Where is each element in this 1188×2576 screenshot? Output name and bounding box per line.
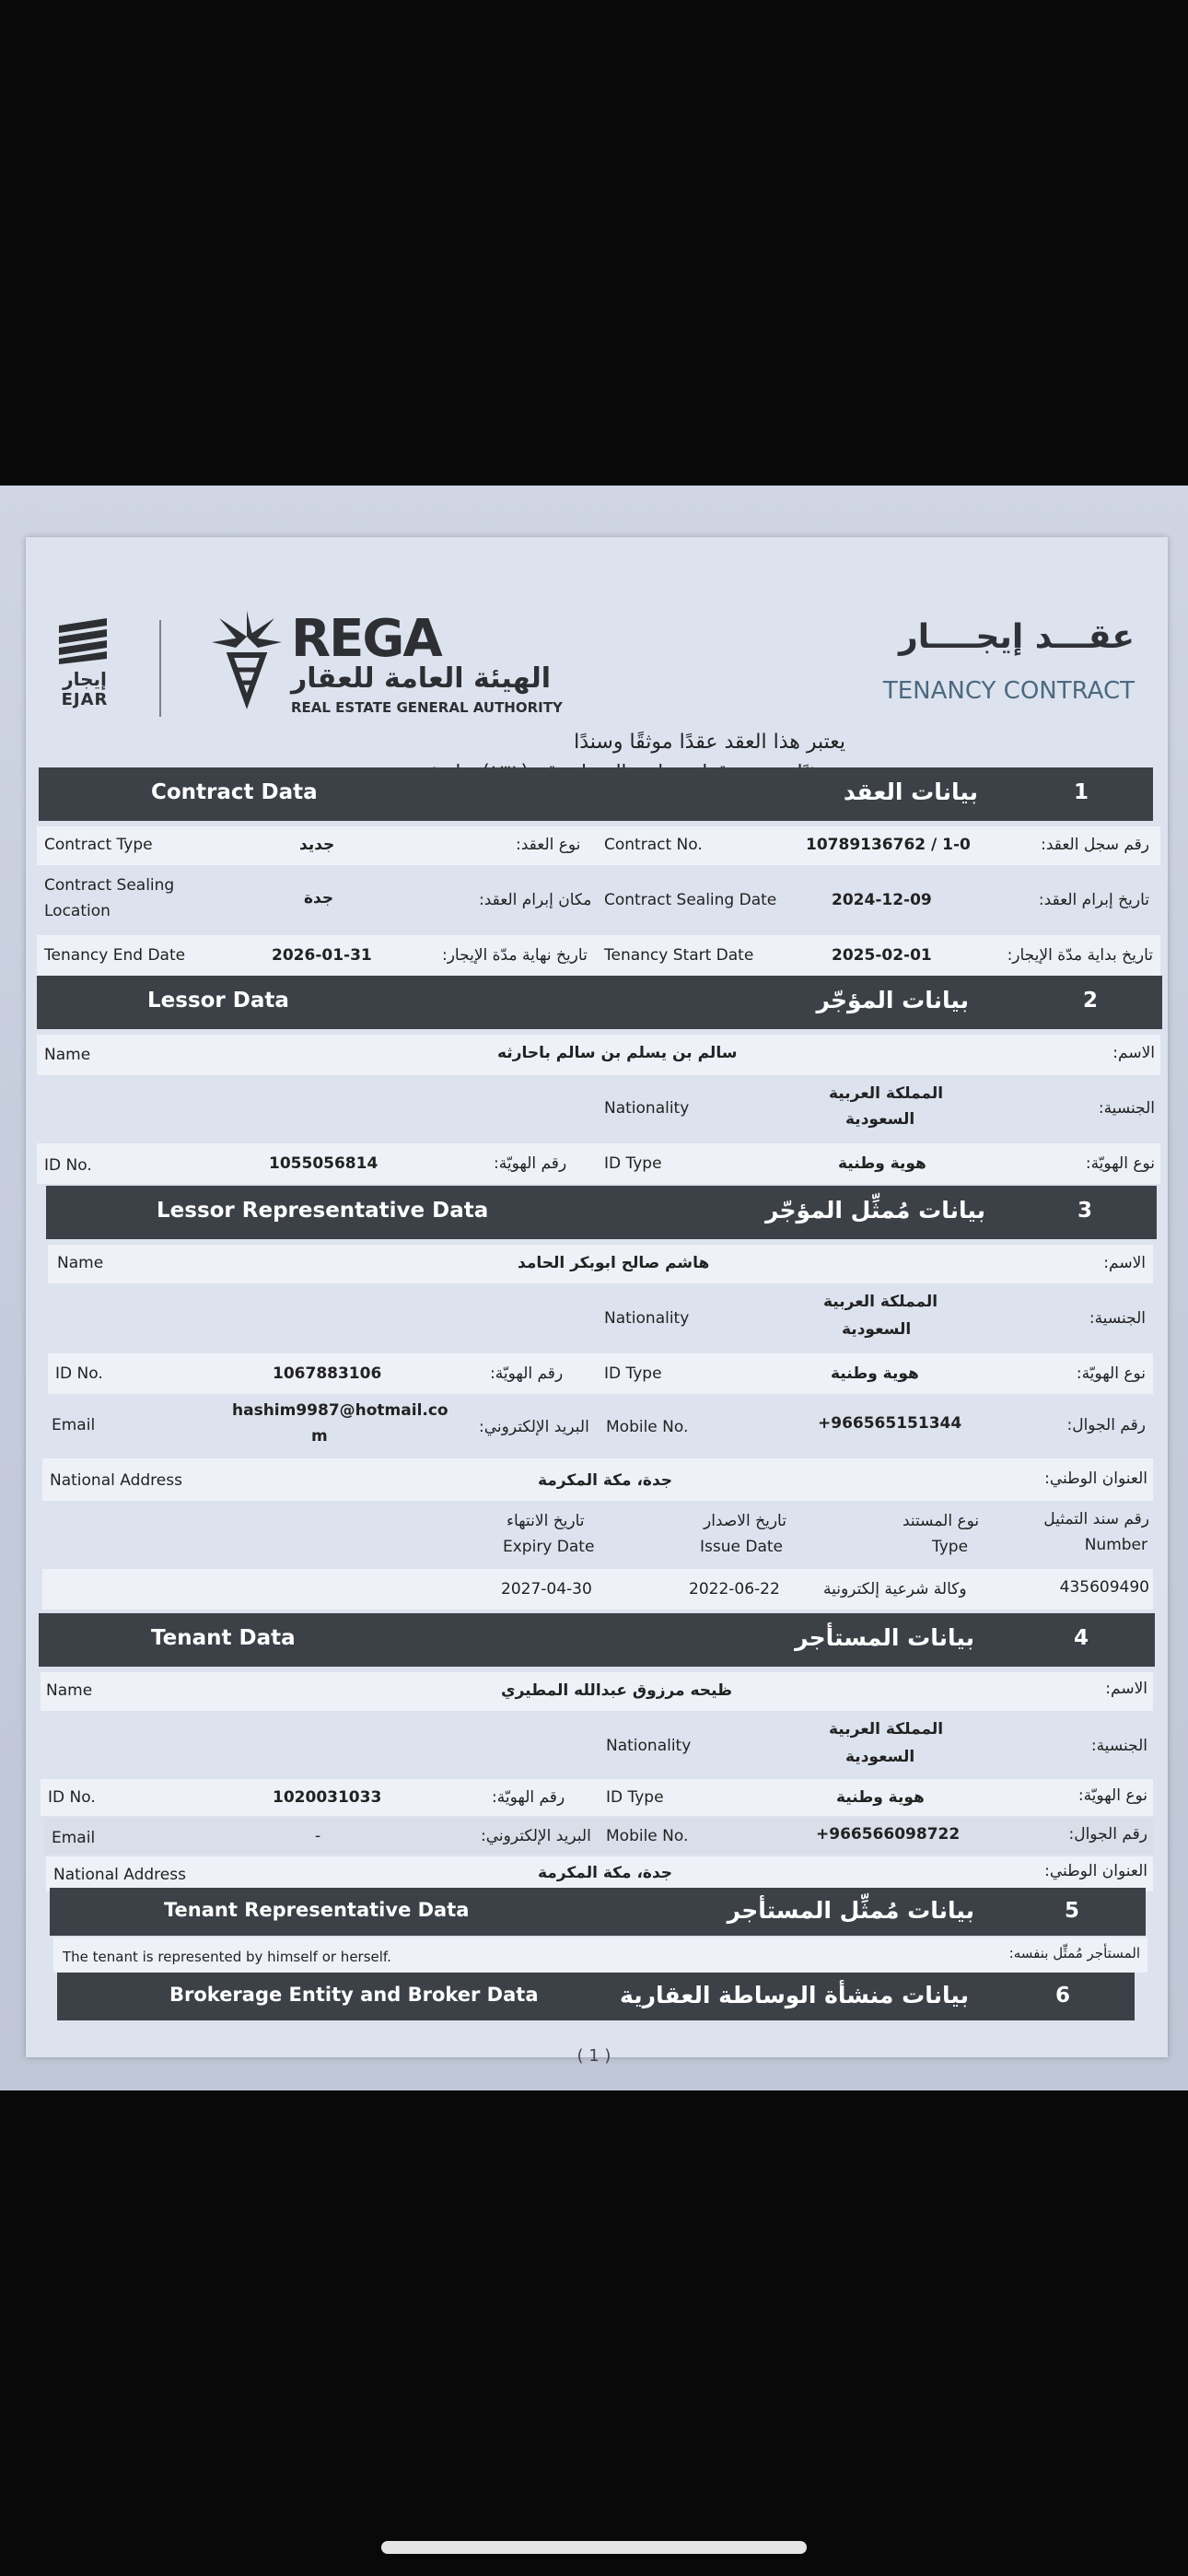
rep-address-value: جدة، مكة المكرمة [538, 1471, 673, 1490]
rep-nationality-label: Nationality [604, 1309, 690, 1328]
lessor-id-row [37, 1143, 1160, 1184]
ejar-logo [55, 618, 120, 709]
end-date-value: 2026-01-31 [272, 946, 372, 965]
section-5-title-en: Tenant Representative Data [164, 1899, 470, 1921]
ejar-en-label: EJAR [61, 690, 109, 709]
tenant-email-label-ar: البريد الإلكتروني: [481, 1827, 591, 1845]
lessor-id-type-label: ID Type [604, 1154, 662, 1173]
rega-arabic-name: الهيئة العامة للعقار [291, 662, 552, 695]
sealing-location-label-1: Contract Sealing [44, 876, 175, 895]
rep-name-row [48, 1245, 1153, 1283]
expiry-date-label: Expiry Date [503, 1538, 595, 1556]
section-5-title-ar: بيانات مُمثِّل المستأجر [727, 1897, 974, 1924]
rep-name-label: Name [57, 1254, 104, 1272]
intro-line-1: يعتبر هذا العقد عقدًا موثقًا وسندًا [574, 731, 845, 754]
section-3-number: 3 [1077, 1199, 1092, 1223]
section-5-number: 5 [1064, 1899, 1079, 1923]
tenant-name-label-ar: الاسم: [1105, 1680, 1147, 1698]
rega-wordmark: REGA [291, 609, 441, 669]
rep-mobile-label: Mobile No. [606, 1418, 689, 1436]
tenant-rep-note-row [53, 1938, 1147, 1973]
tenant-id-value: 1020031033 [273, 1788, 382, 1807]
doc-type-label: Type [932, 1538, 969, 1556]
tenant-id-type-label-ar: نوع الهويّة: [1077, 1786, 1147, 1805]
rega-logo [210, 609, 597, 720]
section-2-title-ar: بيانات المؤجّر [816, 987, 969, 1013]
rep-id-label-ar: رقم الهويّة: [490, 1364, 564, 1383]
tenant-nationality-row [41, 1713, 1153, 1777]
rep-nationality-value-2: السعودية [842, 1320, 912, 1339]
lessor-name-row [37, 1035, 1160, 1075]
rep-nationality-label-ar: الجنسية: [1089, 1309, 1146, 1328]
start-date-label: Tenancy Start Date [604, 946, 754, 965]
tenant-mobile-label: Mobile No. [606, 1827, 689, 1845]
tenant-id-label: ID No. [48, 1788, 96, 1807]
contract-title-ar: عقـــد إيجــــار [898, 618, 1135, 656]
home-indicator[interactable] [381, 2541, 807, 2554]
tenant-rep-note-en: The tenant is represented by himself or herself. [63, 1949, 391, 1965]
expiry-date-value: 2027-04-30 [501, 1580, 592, 1598]
sealing-location-label-2: Location [44, 902, 111, 920]
lessor-id-label-ar: رقم الهويّة: [494, 1154, 567, 1173]
issue-date-label: Issue Date [700, 1538, 783, 1556]
rep-address-label-ar: العنوان الوطني: [1044, 1469, 1147, 1488]
lessor-nationality-value-2: السعودية [845, 1110, 915, 1129]
ejar-ar-label: إيجار [63, 668, 107, 690]
contract-no-label-ar: رقم سجل العقد: [1041, 836, 1149, 854]
tenant-nationality-value-1: المملكة العربية [829, 1720, 944, 1739]
section-6-number: 6 [1054, 1984, 1070, 2008]
section-5-header [50, 1888, 1146, 1936]
tenant-name-value: ظيحه مرزوق عبدالله المطيري [501, 1681, 733, 1700]
section-4-title-ar: بيانات المستأجر [795, 1624, 974, 1651]
section-1-header [39, 767, 1153, 821]
section-1-title-en: Contract Data [151, 780, 318, 804]
rep-name-label-ar: الاسم: [1103, 1254, 1146, 1272]
section-4-title-en: Tenant Data [151, 1626, 296, 1650]
rep-name-value: هاشم صالح ابوبكر الحامد [518, 1254, 710, 1272]
section-6-title-ar: بيانات منشأة الوساطة العقارية [620, 1982, 969, 2008]
lessor-id-label: ID No. [44, 1156, 92, 1175]
contract-no-label: Contract No. [604, 836, 703, 854]
contract-type-row [37, 826, 1160, 865]
rep-address-row [42, 1458, 1153, 1501]
doc-number-label: Number [1084, 1536, 1147, 1554]
rep-id-type-value: هوية وطنية [831, 1364, 919, 1383]
rep-email-label: Email [52, 1416, 96, 1434]
tenant-address-label: National Address [53, 1866, 186, 1884]
section-6-title-en: Brokerage Entity and Broker Data [169, 1984, 539, 2006]
contract-type-value: جديد [299, 836, 335, 854]
contract-no-value: 10789136762 / 1-0 [806, 836, 971, 854]
start-date-value: 2025-02-01 [832, 946, 932, 965]
tenancy-dates-row [37, 935, 1160, 976]
rep-id-label: ID No. [55, 1364, 103, 1383]
lessor-nationality-value-1: المملكة العربية [829, 1084, 944, 1103]
section-6-header [57, 1973, 1135, 2020]
rep-id-type-label-ar: نوع الهويّة: [1076, 1364, 1146, 1383]
tenant-mobile-value: +966566098722 [816, 1825, 961, 1844]
lessor-id-type-value: هوية وطنية [838, 1154, 926, 1173]
start-date-label-ar: تاريخ بداية مدّة الإيجار: [1007, 946, 1153, 965]
section-2-number: 2 [1082, 989, 1098, 1013]
contract-sealing-row [37, 867, 1160, 931]
rega-palm-icon [210, 609, 284, 712]
section-3-header [46, 1186, 1157, 1239]
rep-contact-row [48, 1396, 1153, 1457]
contract-title-en: TENANCY CONTRACT [882, 677, 1135, 705]
rep-email-label-ar: البريد الإلكتروني: [479, 1418, 589, 1436]
doc-number-label-ar: رقم سند التمثيل [1043, 1510, 1149, 1528]
section-2-title-en: Lessor Data [147, 989, 289, 1013]
tenant-email-label: Email [52, 1829, 96, 1847]
lessor-name-value: سالم بن يسلم بن سالم باحارثه [497, 1044, 738, 1062]
section-1-title-ar: بيانات العقد [843, 779, 978, 805]
sealing-location-label-ar: مكان إبرام العقد: [479, 891, 592, 909]
tenant-nationality-label-ar: الجنسية: [1090, 1737, 1147, 1755]
tenant-mobile-label-ar: رقم الجوال: [1068, 1825, 1147, 1844]
section-3-title-ar: بيانات مُمثِّل المؤجّر [764, 1197, 985, 1224]
tenant-contact-row [44, 1818, 1153, 1855]
page-number: ( 1 ) [577, 2046, 611, 2066]
rep-id-value: 1067883106 [273, 1364, 382, 1383]
rep-document-header-row [42, 1503, 1153, 1567]
sealing-date-label: Contract Sealing Date [604, 891, 777, 909]
tenant-id-label-ar: رقم الهويّة: [492, 1788, 565, 1807]
tenant-address-value: جدة، مكة المكرمة [538, 1864, 673, 1882]
expiry-date-label-ar: تاريخ الانتهاء [507, 1512, 585, 1530]
tenant-rep-note-ar: المستأجر مُمثِّل بنفسه: [1008, 1945, 1140, 1961]
tenant-nationality-label: Nationality [606, 1737, 692, 1755]
tenant-id-type-value: هوية وطنية [836, 1788, 925, 1807]
logo-divider [159, 620, 161, 717]
sealing-date-label-ar: تاريخ إبرام العقد: [1038, 891, 1149, 909]
rep-nationality-row [48, 1285, 1153, 1352]
rep-mobile-label-ar: رقم الجوال: [1066, 1416, 1146, 1434]
tenant-address-label-ar: العنوان الوطني: [1044, 1862, 1147, 1880]
lessor-nationality-label: Nationality [604, 1099, 690, 1118]
lessor-nationality-row [37, 1077, 1160, 1142]
ejar-logo-icon [55, 618, 114, 664]
rega-english-name: REAL ESTATE GENERAL AUTHORITY [291, 699, 563, 716]
rep-id-row [48, 1353, 1153, 1394]
doc-type-value: وكالة شرعية إلكترونية [823, 1580, 967, 1598]
issue-date-label-ar: تاريخ الاصدار [704, 1512, 786, 1530]
issue-date-value: 2022-06-22 [689, 1580, 780, 1598]
lessor-id-value: 1055056814 [269, 1154, 379, 1173]
tenant-nationality-value-2: السعودية [845, 1748, 915, 1766]
tenant-id-row [41, 1779, 1153, 1816]
lessor-name-label-ar: الاسم: [1112, 1044, 1155, 1062]
contract-type-label: Contract Type [44, 836, 153, 854]
sealing-location-value: جدة [304, 889, 334, 907]
sealing-date-value: 2024-12-09 [832, 891, 932, 909]
tenant-name-row [41, 1672, 1153, 1711]
doc-type-label-ar: نوع المستند [903, 1512, 980, 1530]
end-date-label-ar: تاريخ نهاية مدّة الإيجار: [442, 946, 588, 965]
lessor-name-label: Name [44, 1046, 91, 1064]
lessor-id-type-label-ar: نوع الهويّة: [1085, 1154, 1155, 1173]
tenant-name-label: Name [46, 1681, 93, 1700]
section-4-header [39, 1613, 1155, 1667]
document-photo [0, 486, 1188, 2090]
section-4-number: 4 [1073, 1626, 1089, 1650]
rep-mobile-value: +966565151344 [818, 1414, 962, 1433]
rep-address-label: National Address [50, 1471, 182, 1490]
end-date-label: Tenancy End Date [44, 946, 186, 965]
rep-email-value-1: hashim9987@hotmail.co [232, 1401, 448, 1420]
rep-id-type-label: ID Type [604, 1364, 662, 1383]
rep-nationality-value-1: المملكة العربية [823, 1293, 938, 1311]
tenant-email-value: - [315, 1827, 321, 1845]
doc-number-value: 435609490 [1059, 1578, 1149, 1597]
lessor-nationality-label-ar: الجنسية: [1098, 1099, 1155, 1118]
section-3-title-en: Lessor Representative Data [157, 1199, 489, 1223]
section-2-header [37, 976, 1162, 1029]
section-1-number: 1 [1073, 780, 1089, 804]
contract-type-label-ar: نوع العقد: [516, 836, 581, 854]
tenant-address-row [46, 1856, 1153, 1891]
rep-document-values-row [42, 1569, 1153, 1610]
tenant-id-type-label: ID Type [606, 1788, 664, 1807]
rep-email-value-2: m [311, 1427, 328, 1446]
